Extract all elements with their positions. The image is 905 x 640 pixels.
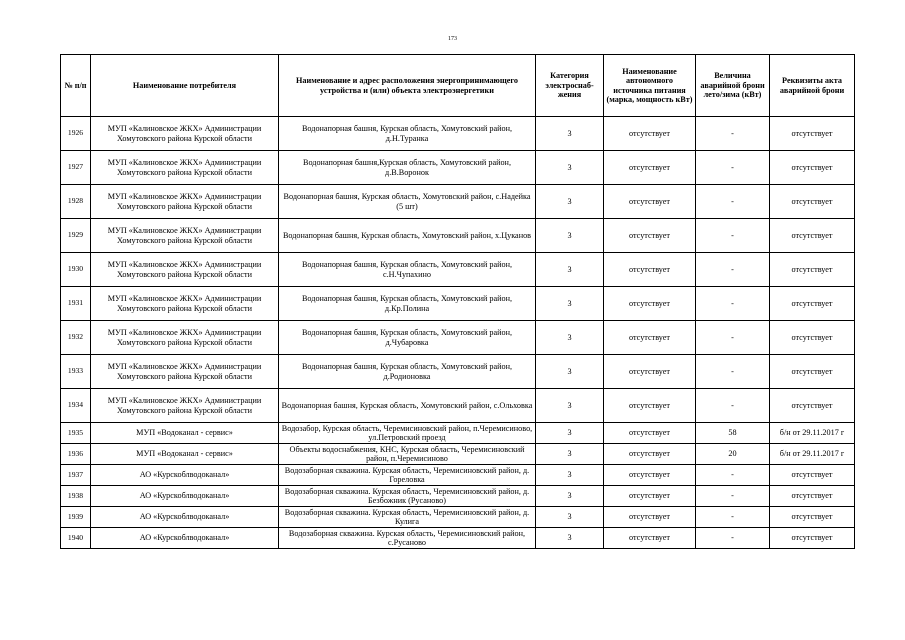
supply-category: 3 <box>536 253 604 287</box>
table-row <box>61 528 855 549</box>
reserve-power: - <box>696 465 770 486</box>
reserve-act: отсутствует <box>770 253 855 287</box>
row-number: 1935 <box>61 423 91 444</box>
autonomous-source: отсутствует <box>604 507 696 528</box>
autonomous-source: отсутствует <box>604 486 696 507</box>
consumer-name: АО «Курскоблводоканал» <box>91 465 279 486</box>
row-number: 1939 <box>61 507 91 528</box>
row-number: 1936 <box>61 444 91 465</box>
object-address: Водозабор, Курская область, Черемисиновский район, п.Черемисиново, ул.Петровский проезд <box>279 423 536 444</box>
object-address: Водонапорная башня, Курская область, Хомутовский район, д.Кр.Полина <box>279 287 536 321</box>
supply-category: 3 <box>536 444 604 465</box>
object-address: Водонапорная башня, Курская область, Хомутовский район, с.Н.Чупахино <box>279 253 536 287</box>
reserve-act: отсутствует <box>770 389 855 423</box>
autonomous-source: отсутствует <box>604 253 696 287</box>
reserve-power: - <box>696 185 770 219</box>
reserve-registry-table <box>60 54 855 549</box>
consumer-name: АО «Курскоблводоканал» <box>91 528 279 549</box>
supply-category: 3 <box>536 465 604 486</box>
autonomous-source: отсутствует <box>604 287 696 321</box>
supply-category: 3 <box>536 423 604 444</box>
object-address: Водонапорная башня, Курская область, Хомутовский район, с.Ольховка <box>279 389 536 423</box>
header-category: Категория электроснаб-жения <box>536 55 604 117</box>
table-row <box>61 321 855 355</box>
reserve-power: - <box>696 389 770 423</box>
table-header-row <box>61 55 855 117</box>
reserve-power: - <box>696 151 770 185</box>
consumer-name: АО «Курскоблводоканал» <box>91 486 279 507</box>
supply-category: 3 <box>536 389 604 423</box>
reserve-act: отсутствует <box>770 117 855 151</box>
supply-category: 3 <box>536 117 604 151</box>
consumer-name: МУП «Калиновское ЖКХ» Администрации Хомутовского района Курской области <box>91 355 279 389</box>
reserve-power: - <box>696 253 770 287</box>
reserve-power: 58 <box>696 423 770 444</box>
object-address: Водонапорная башня, Курская область, Хомутовский район, д.Н.Туранка <box>279 117 536 151</box>
reserve-act: отсутствует <box>770 465 855 486</box>
row-number: 1934 <box>61 389 91 423</box>
object-address: Водозаборная скважина. Курская область, Черемисиновский район, д. Кулига <box>279 507 536 528</box>
header-num: № п/п <box>61 55 91 117</box>
table-row <box>61 444 855 465</box>
reserve-act: отсутствует <box>770 528 855 549</box>
row-number: 1940 <box>61 528 91 549</box>
consumer-name: МУП «Калиновское ЖКХ» Администрации Хомутовского района Курской области <box>91 151 279 185</box>
supply-category: 3 <box>536 528 604 549</box>
table-row <box>61 465 855 486</box>
autonomous-source: отсутствует <box>604 423 696 444</box>
consumer-name: АО «Курскоблводоканал» <box>91 507 279 528</box>
reserve-power: 20 <box>696 444 770 465</box>
reserve-act: отсутствует <box>770 507 855 528</box>
table-row <box>61 507 855 528</box>
reserve-act: отсутствует <box>770 486 855 507</box>
table-row <box>61 253 855 287</box>
reserve-power: - <box>696 486 770 507</box>
reserve-power: - <box>696 117 770 151</box>
row-number: 1937 <box>61 465 91 486</box>
object-address: Водозаборная скважина. Курская область, Черемисиновский район, д. Гореловка <box>279 465 536 486</box>
row-number: 1932 <box>61 321 91 355</box>
reserve-power: - <box>696 287 770 321</box>
autonomous-source: отсутствует <box>604 117 696 151</box>
consumer-name: МУП «Водоканал - сервис» <box>91 423 279 444</box>
row-number: 1931 <box>61 287 91 321</box>
table-row <box>61 486 855 507</box>
supply-category: 3 <box>536 151 604 185</box>
header-object: Наименование и адрес расположения энергопринимающего устройства и (или) объекта электроэнергетики <box>279 55 536 117</box>
row-number: 1927 <box>61 151 91 185</box>
table-row <box>61 151 855 185</box>
object-address: Водонапорная башня, Курская область, Хомутовский район, д.Чубаровка <box>279 321 536 355</box>
reserve-act: отсутствует <box>770 287 855 321</box>
supply-category: 3 <box>536 355 604 389</box>
autonomous-source: отсутствует <box>604 444 696 465</box>
table-row <box>61 423 855 444</box>
object-address: Водонапорная башня,Курская область, Хомутовский район, д.В.Воронок <box>279 151 536 185</box>
table-row <box>61 117 855 151</box>
autonomous-source: отсутствует <box>604 151 696 185</box>
supply-category: 3 <box>536 287 604 321</box>
reserve-power: - <box>696 355 770 389</box>
consumer-name: МУП «Калиновское ЖКХ» Администрации Хомутовского района Курской области <box>91 287 279 321</box>
header-act: Реквизиты акта аварийной брони <box>770 55 855 117</box>
page-number: 173 <box>448 36 457 42</box>
reserve-act: отсутствует <box>770 355 855 389</box>
autonomous-source: отсутствует <box>604 355 696 389</box>
object-address: Водонапорная башня, Курская область, Хомутовский район, д.Родионовка <box>279 355 536 389</box>
autonomous-source: отсутствует <box>604 219 696 253</box>
reserve-power: - <box>696 219 770 253</box>
autonomous-source: отсутствует <box>604 321 696 355</box>
consumer-name: МУП «Калиновское ЖКХ» Администрации Хомутовского района Курской области <box>91 389 279 423</box>
row-number: 1930 <box>61 253 91 287</box>
supply-category: 3 <box>536 219 604 253</box>
object-address: Водонапорная башня, Курская область, Хомутовский район, х.Цуканов <box>279 219 536 253</box>
table-row <box>61 219 855 253</box>
consumer-name: МУП «Калиновское ЖКХ» Администрации Хомутовского района Курской области <box>91 321 279 355</box>
autonomous-source: отсутствует <box>604 389 696 423</box>
row-number: 1938 <box>61 486 91 507</box>
autonomous-source: отсутствует <box>604 465 696 486</box>
table-row <box>61 185 855 219</box>
supply-category: 3 <box>536 185 604 219</box>
row-number: 1928 <box>61 185 91 219</box>
table-row <box>61 287 855 321</box>
reserve-act: отсутствует <box>770 185 855 219</box>
consumer-name: МУП «Калиновское ЖКХ» Администрации Хомутовского района Курской области <box>91 253 279 287</box>
header-source: Наименование автономного источника питания (марка, мощность кВт) <box>604 55 696 117</box>
header-consumer: Наименование потребителя <box>91 55 279 117</box>
supply-category: 3 <box>536 507 604 528</box>
object-address: Водозаборная скважина. Курская область, Черемисиновский район, с.Русаново <box>279 528 536 549</box>
consumer-name: МУП «Калиновское ЖКХ» Администрации Хомутовского района Курской области <box>91 185 279 219</box>
consumer-name: МУП «Водоканал - сервис» <box>91 444 279 465</box>
reserve-power: - <box>696 321 770 355</box>
reserve-act: б/н от 29.11.2017 г <box>770 423 855 444</box>
reserve-act: отсутствует <box>770 219 855 253</box>
reserve-power: - <box>696 507 770 528</box>
table-row <box>61 355 855 389</box>
row-number: 1929 <box>61 219 91 253</box>
row-number: 1926 <box>61 117 91 151</box>
row-number: 1933 <box>61 355 91 389</box>
consumer-name: МУП «Калиновское ЖКХ» Администрации Хомутовского района Курской области <box>91 117 279 151</box>
consumer-name: МУП «Калиновское ЖКХ» Администрации Хомутовского района Курской области <box>91 219 279 253</box>
reserve-act: б/н от 29.11.2017 г <box>770 444 855 465</box>
object-address: Водонапорная башня, Курская область, Хомутовский район, с.Надейка (5 шт) <box>279 185 536 219</box>
reserve-act: отсутствует <box>770 151 855 185</box>
autonomous-source: отсутствует <box>604 185 696 219</box>
header-power: Величина аварийной брони лето/зима (кВт) <box>696 55 770 117</box>
object-address: Объекты водоснабжения, КНС, Курская область, Черемисиновский район, п.Черемисиново <box>279 444 536 465</box>
supply-category: 3 <box>536 321 604 355</box>
supply-category: 3 <box>536 486 604 507</box>
reserve-act: отсутствует <box>770 321 855 355</box>
reserve-power: - <box>696 528 770 549</box>
table-row <box>61 389 855 423</box>
autonomous-source: отсутствует <box>604 528 696 549</box>
object-address: Водозаборная скважина. Курская область, Черемисиновский район, д. Безбожник (Русаново) <box>279 486 536 507</box>
